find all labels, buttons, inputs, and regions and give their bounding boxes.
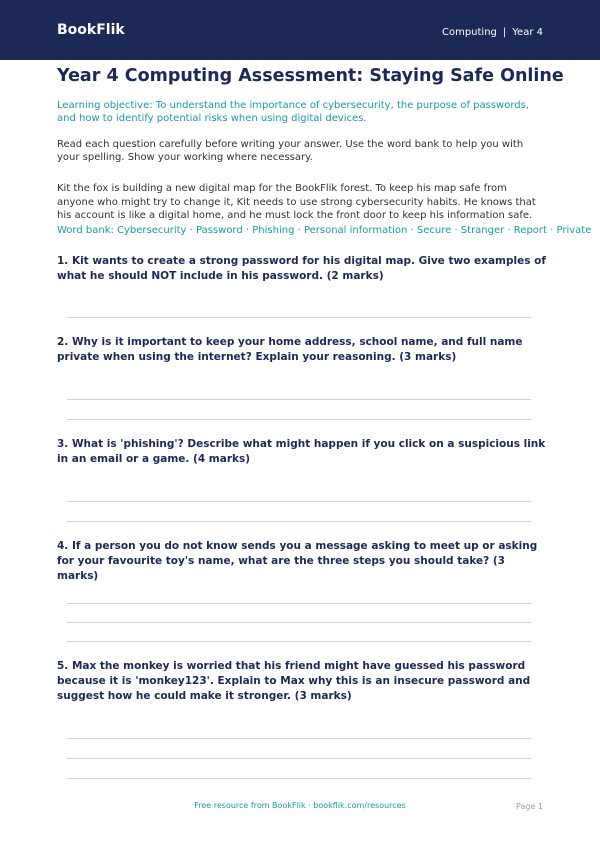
learning-objective: Learning objective: To understand the importance of cybersecurity, the purpose of passwords, and how to identify potential risks when using digital devices. bbox=[57, 100, 530, 124]
page-number: Page 1 bbox=[516, 802, 543, 811]
answer-line[interactable] bbox=[67, 758, 531, 759]
header-separator: | bbox=[502, 27, 507, 38]
instructions: Read each question carefully before writing your answer. Use the word bank to help you with your spelling. Show your working where necessary. bbox=[57, 139, 524, 163]
subject-label: Computing bbox=[441, 27, 497, 38]
answer-line[interactable] bbox=[67, 641, 531, 642]
header-bar bbox=[0, 0, 600, 60]
answer-line[interactable] bbox=[67, 521, 531, 522]
question-3: 3. What is 'phishing'? Describe what might happen if you click on a suspicious link in an email or a game. (4 marks) bbox=[57, 438, 546, 465]
answer-line[interactable] bbox=[67, 738, 531, 739]
header-meta bbox=[442, 26, 543, 40]
question-5: 5. Max the monkey is worried that his friend might have guessed his password because it is 'monkey123'. Explain to Max why this is an insecure password and suggest how he could make it stronger. (3 marks) bbox=[57, 660, 531, 702]
story-paragraph: Kit the fox is building a new digital map for the BookFlik forest. To keep his map safe from anyone who might try to change it, Kit needs to use strong cybersecurity habits. He knows that his account is like a digital home, and he must lock the front door to keep his information safe. bbox=[57, 183, 536, 221]
word-bank: Word bank: Cybersecurity · Password · Phishing · Personal information · Secure · Stranger · Report · Private bbox=[57, 225, 592, 236]
answer-line[interactable] bbox=[67, 622, 531, 623]
question-1: 1. Kit wants to create a strong password for his digital map. Give two examples of what he should NOT include in his password. (2 marks) bbox=[57, 255, 546, 282]
footer-note: Free resource from BookFlik · bookflik.com/resources bbox=[194, 801, 406, 810]
answer-line[interactable] bbox=[67, 501, 531, 502]
year-label: Year 4 bbox=[512, 27, 543, 38]
question-4: 4. If a person you do not know sends you a message asking to meet up or asking for your favourite toy's name, what are the three steps you should take? (3 marks) bbox=[57, 540, 538, 582]
page-title: Year 4 Computing Assessment: Staying Safe Online bbox=[57, 66, 564, 86]
answer-line[interactable] bbox=[67, 317, 531, 318]
question-2: 2. Why is it important to keep your home address, school name, and full name private when using the internet? Explain your reasoning. (3 marks) bbox=[57, 336, 523, 363]
brand-logo-text: BookFlik bbox=[57, 22, 125, 38]
answer-line[interactable] bbox=[67, 399, 531, 400]
answer-line[interactable] bbox=[67, 419, 531, 420]
answer-line[interactable] bbox=[67, 603, 531, 604]
answer-line[interactable] bbox=[67, 778, 531, 779]
